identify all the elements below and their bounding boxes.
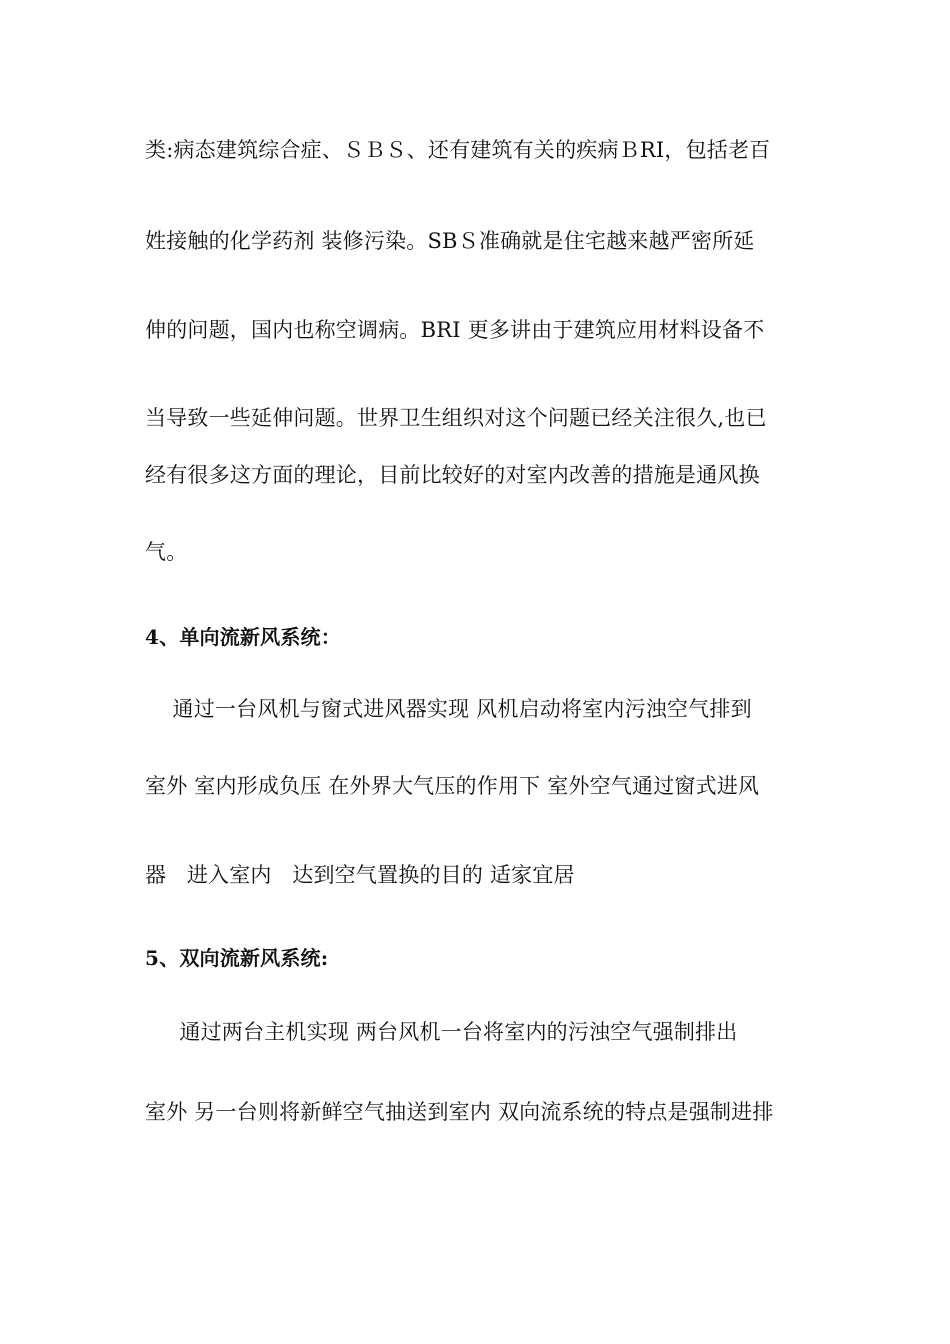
section-4-heading: 4、单向流新风系统：: [145, 625, 341, 649]
paragraph-line: 室外 另一台则将新鲜空气抽送到室内 双向流系统的特点是强制进排: [145, 1100, 774, 1124]
paragraph-line: 类:病态建筑综合症、ＳＢＳ、还有建筑有关的疾病ＢRI，包括老百: [145, 138, 771, 162]
paragraph-line: 通过两台主机实现 两台风机一台将室内的污浊空气强制排出: [145, 1020, 738, 1044]
paragraph-line: 室外 室内形成负压 在外界大气压的作用下 室外空气通过窗式进风: [145, 774, 760, 798]
paragraph-line: 器 进入室内 达到空气置换的目的 适家宜居: [145, 863, 575, 887]
paragraph-line: 当导致一些延伸问题。世界卫生组织对这个问题已经关注很久,也已: [145, 406, 767, 430]
paragraph-line: 通过一台风机与窗式进风器实现 风机启动将室内污浊空气排到: [145, 697, 752, 721]
paragraph-line: 经有很多这方面的理论，目前比较好的对室内改善的措施是通风换: [145, 463, 760, 487]
section-5-heading: 5、双向流新风系统:: [145, 946, 329, 970]
paragraph-line: 气。: [145, 540, 188, 564]
paragraph-line: 姓接触的化学药剂 装修污染。SBＳ准确就是住宅越来越严密所延: [145, 229, 755, 253]
paragraph-line: 伸的问题，国内也称空调病。BRI 更多讲由于建筑应用材料设备不: [145, 318, 765, 342]
